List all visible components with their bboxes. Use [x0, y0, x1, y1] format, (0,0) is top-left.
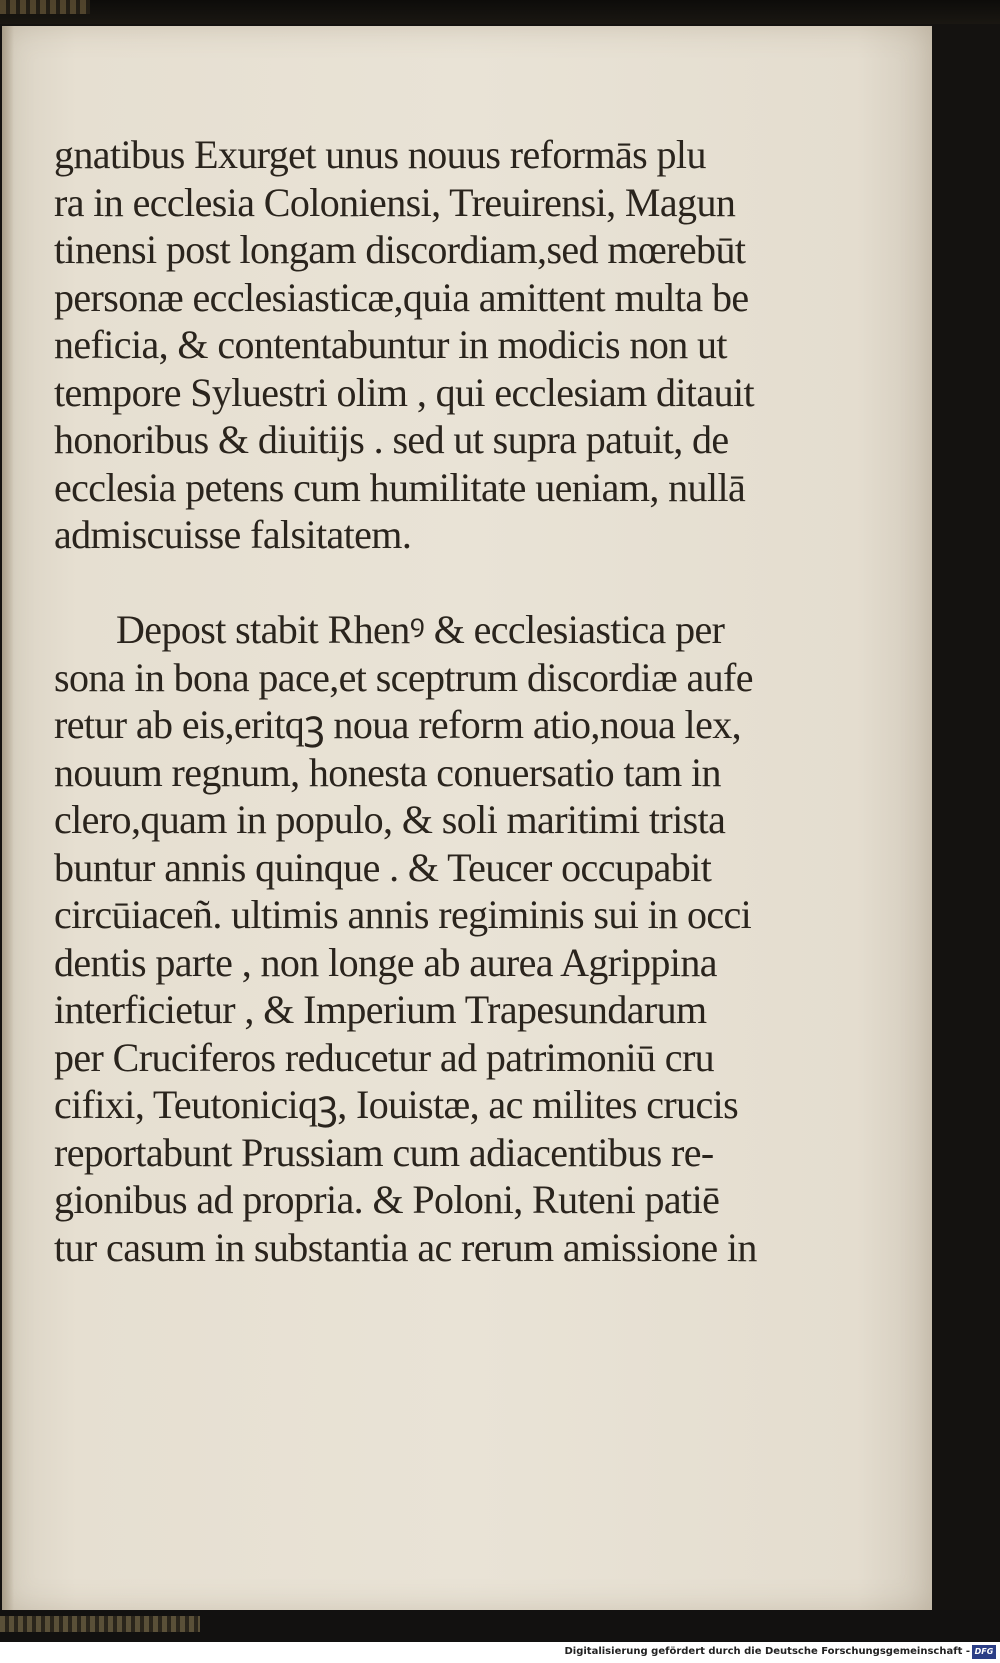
- paragraph-gap: [54, 559, 824, 607]
- funding-credit: Digitalisierung gefördert durch die Deutsche Forschungsgemeinschaft -: [564, 1646, 970, 1657]
- text-line: personæ ecclesiasticæ,quia amittent multa be: [54, 274, 749, 320]
- text-line: ra in ecclesia Coloniensi, Treuirensi, Magun: [54, 179, 736, 225]
- text-line: neficia, & contentabuntur in modicis non ut: [54, 322, 727, 367]
- page-gutter-shadow: [2, 26, 14, 1611]
- text-line: honoribus & diuitijs . sed ut supra patuit, de: [54, 417, 729, 462]
- text-line: admiscuisse falsitatem.: [54, 512, 412, 557]
- text-line: cifixi, Teutoniciqꝫ, Iouistæ, ac milites crucis: [54, 1082, 739, 1127]
- dfg-logo-icon: DFG: [972, 1645, 996, 1659]
- text-line: clero,quam in populo, & soli maritimi trista: [54, 797, 726, 842]
- page-text-block: [54, 131, 824, 1271]
- text-line: per Cruciferos reducetur ad patrimoniū cru: [54, 1034, 715, 1080]
- text-line: sona in bona pace,et sceptrum discordiæ aufe: [54, 654, 753, 700]
- book-page: [2, 26, 932, 1611]
- binding-wear-bottom: [0, 1616, 200, 1632]
- paragraph: [54, 606, 824, 1271]
- text-line: reportabunt Prussiam cum adiacentibus re-: [54, 1129, 714, 1175]
- text-line: gnatibus Exurget unus nouus reformās plu: [54, 132, 706, 177]
- text-line: dentis parte , non longe ab aurea Agrippina: [54, 939, 717, 985]
- binding-wear: [0, 0, 90, 14]
- credit-bar: [0, 1642, 1000, 1663]
- text-line: nouum regnum, honesta conuersatio tam in: [54, 749, 721, 795]
- text-line: tur casum in substantia ac rerum amissione in: [54, 1224, 757, 1270]
- text-line: retur ab eis,eritqꝫ noua reform atio,noua lex,: [54, 702, 742, 747]
- text-line: interficietur , & Imperium Trapesundarum: [54, 987, 707, 1032]
- text-line: gionibus ad propria. & Poloni, Ruteni patiē: [54, 1177, 720, 1222]
- text-line: tempore Syluestri olim , qui ecclesiam ditauit: [54, 369, 755, 415]
- text-line: ecclesia petens cum humilitate ueniam, nullā: [54, 464, 746, 510]
- text-line: circūiaceñ. ultimis annis regiminis sui in occi: [54, 892, 752, 937]
- text-line: tinensi post longam discordiam,sed mœrebūt: [54, 227, 746, 272]
- paragraph: [54, 131, 824, 559]
- scan-top-edge: [0, 0, 1000, 24]
- scan-bottom-edge: [0, 1610, 1000, 1642]
- text-line: buntur annis quinque . & Teucer occupabit: [54, 844, 712, 890]
- text-line: Depost stabit Rhenꝰ & ecclesiastica per: [116, 607, 725, 652]
